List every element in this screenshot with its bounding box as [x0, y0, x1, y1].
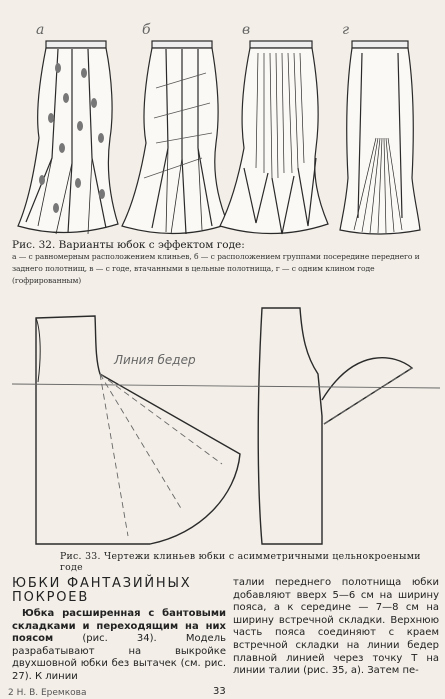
- text-column-right: [233, 577, 439, 678]
- skirt-label-v: в: [242, 22, 251, 38]
- page-number: 33: [213, 686, 226, 697]
- figure-32-skirts: [6, 8, 438, 240]
- skirt-g-drawing: [340, 41, 420, 234]
- footer-author: 2 Н. В. Еремкова: [8, 688, 87, 698]
- skirt-label-b: б: [142, 22, 151, 38]
- paragraph-1: [12, 608, 226, 684]
- paragraph-lead: Юбка расширенная с бантовыми складками и переходящим на них поясом: [12, 608, 226, 645]
- skirt-label-g: г: [342, 22, 350, 38]
- figure-32-caption-title: Рис. 32. Варианты юбок с эффектом годе:: [12, 239, 245, 251]
- pattern-draft-drawing: [0, 296, 445, 548]
- text-column-left: [12, 577, 226, 684]
- hip-line-label: Линия бедер: [114, 353, 196, 367]
- figure-32-caption-body: а — с равномерным расположением клиньев, б — с расположением группами посередине переднего и заднего полотнищ, в — с годе, втачанными в цельные полотнища, г — с одним клином годе (гофрированным): [12, 252, 420, 285]
- skirt-illustrations: [6, 8, 438, 240]
- figure-32-caption: [12, 239, 440, 287]
- paragraph-1-text: (рис. 34). Модель разрабатывают на выкройке двухшовной юбки без вытачек (см. рис. 27). К линии: [12, 633, 226, 682]
- figure-33-pattern-drafts: [0, 296, 445, 548]
- skirt-label-a: а: [36, 22, 45, 38]
- skirt-v-drawing: [220, 41, 328, 234]
- paragraph-2: талии переднего полотнища юбки добавляют вверх 5—6 см на ширину пояса, а к середине — 7—8 см на ширину встречной складки. Верхнюю часть пояса соединяют с краем встречной складки на линии бедер плавной линией через точку Т на линии талии (рис. 35, а). Затем пе-: [233, 577, 439, 677]
- skirt-b-drawing: [122, 41, 228, 234]
- figure-33-caption: Рис. 33. Чертежи клиньев юбки с асимметричными цельнокроеными годе: [60, 551, 421, 573]
- section-title: ЮБКИ ФАНТАЗИЙНЫХ ПОКРОЕВ: [12, 576, 192, 605]
- skirt-a-drawing: [18, 41, 118, 234]
